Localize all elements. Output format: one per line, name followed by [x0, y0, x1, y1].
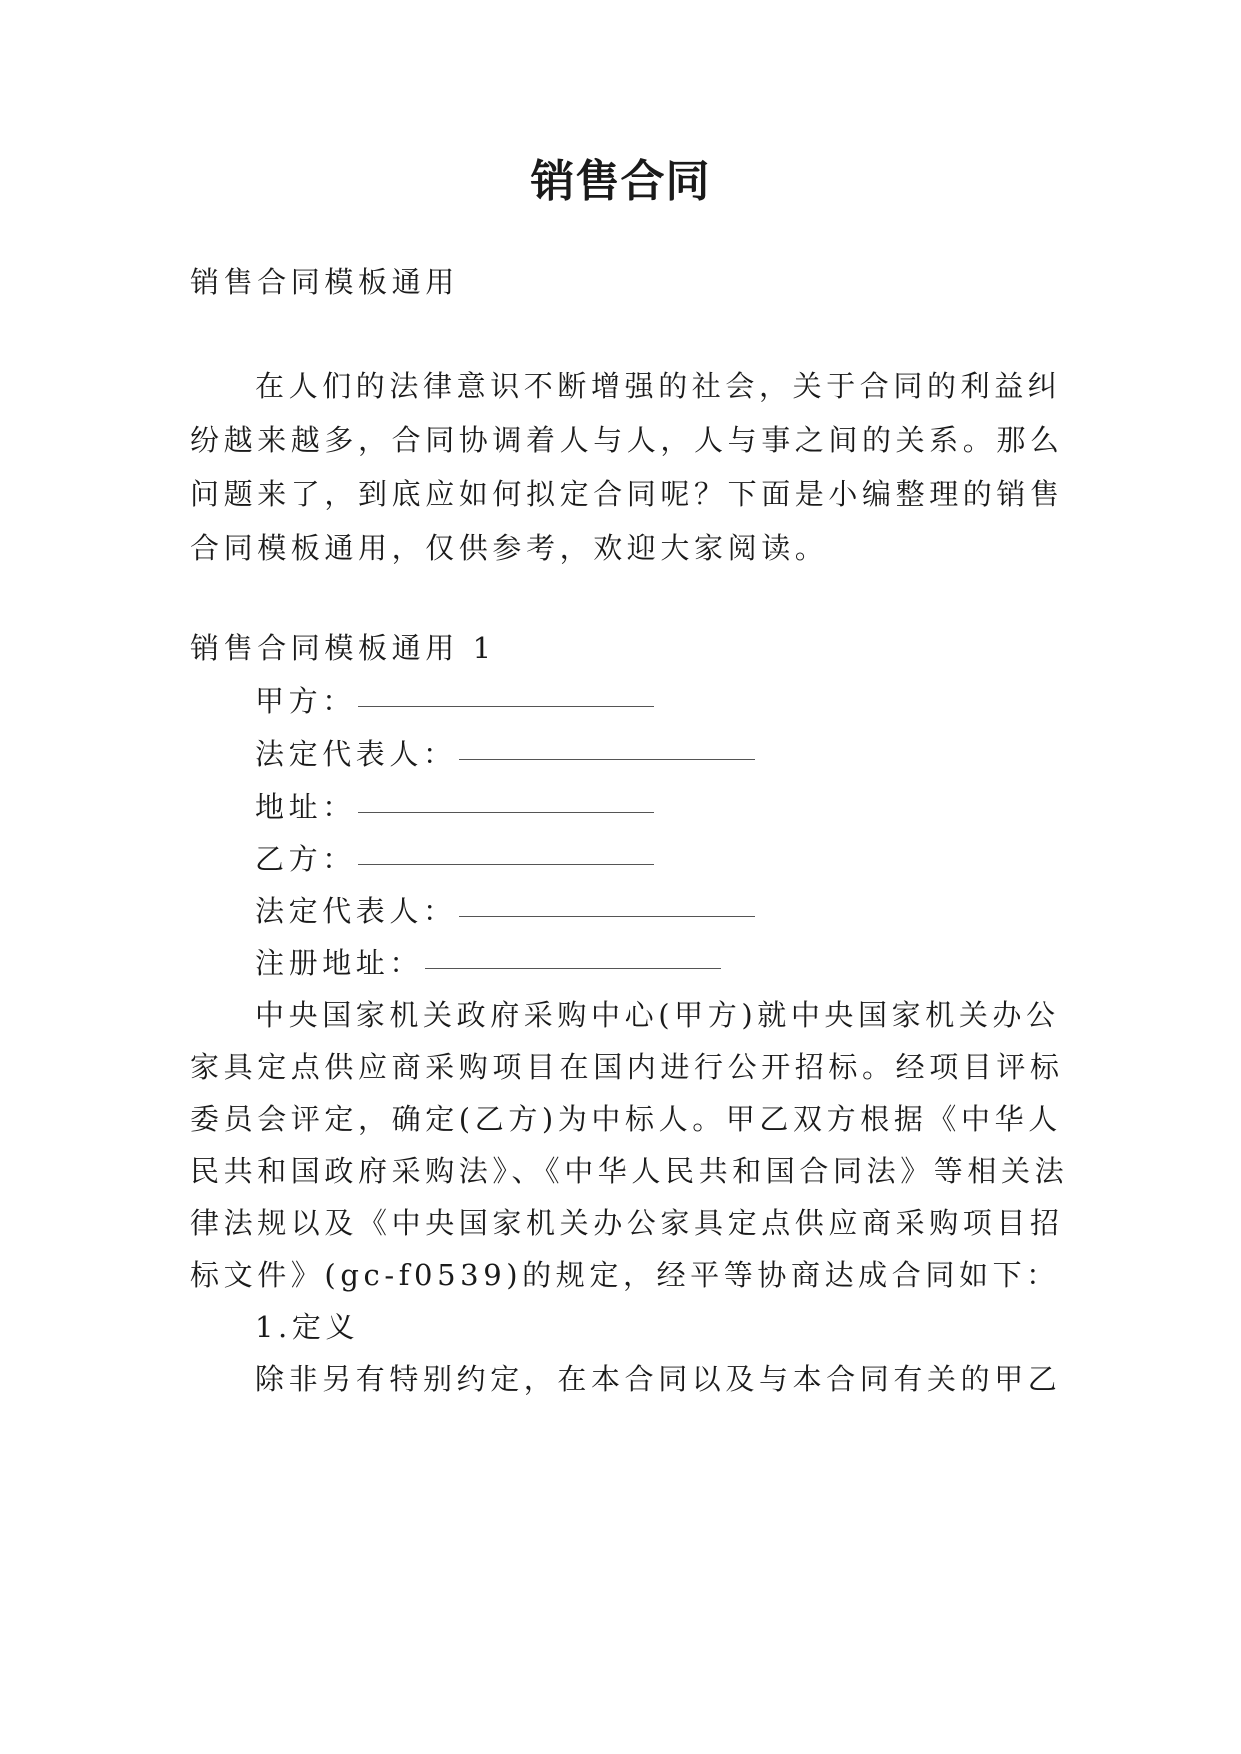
fill-in-blank [358, 864, 654, 865]
field-legal-rep-a [255, 734, 755, 774]
body-line-1: 中央国家机关政府采购中心(甲方)就中央国家机关办公 [255, 998, 1060, 1032]
intro-line-3: 问题来了，到底应如何拟定合同呢？下面是小编整理的销售 [190, 477, 1064, 511]
field-label: 地址： [255, 790, 356, 824]
body-line-5: 律法规以及《中央国家机关办公家具定点供应商采购项目招 [190, 1206, 1064, 1240]
field-party-b [255, 839, 654, 879]
fill-in-blank [459, 759, 755, 760]
intro-line-1: 在人们的法律意识不断增强的社会，关于合同的利益纠 [255, 369, 1062, 403]
field-address [255, 787, 654, 827]
clause-heading: 1.定义 [255, 1310, 360, 1344]
body-line-3: 委员会评定，确定(乙方)为中标人。甲乙双方根据《中华人 [190, 1102, 1062, 1136]
fill-in-blank [358, 812, 654, 813]
field-label: 乙方： [255, 842, 356, 876]
field-party-a [255, 681, 654, 721]
intro-line-2: 纷越来越多，合同协调着人与人，人与事之间的关系。那么 [190, 423, 1064, 457]
document-subtitle: 销售合同模板通用 [190, 265, 459, 299]
field-legal-rep-b [255, 891, 755, 931]
field-label: 注册地址： [255, 946, 424, 980]
body-line-2: 家具定点供应商采购项目在国内进行公开招标。经项目评标 [190, 1050, 1064, 1084]
section-heading: 销售合同模板通用 1 [190, 631, 496, 665]
field-registered-address [255, 943, 721, 983]
field-label: 法定代表人： [255, 894, 457, 928]
intro-line-4: 合同模板通用，仅供参考，欢迎大家阅读。 [190, 531, 829, 565]
fill-in-blank [358, 706, 654, 707]
field-label: 甲方： [255, 684, 356, 718]
clause-text: 除非另有特别约定，在本合同以及与本合同有关的甲乙 [255, 1362, 1062, 1396]
field-label: 法定代表人： [255, 737, 457, 771]
document-title: 销售合同 [530, 156, 711, 207]
body-line-4: 民共和国政府采购法》、《中华人民共和国合同法》等相关法 [190, 1154, 1069, 1188]
fill-in-blank [459, 916, 755, 917]
body-line-6: 标文件》(gc-f0539)的规定，经平等协商达成合同如下： [190, 1258, 1060, 1292]
fill-in-blank [425, 968, 721, 969]
